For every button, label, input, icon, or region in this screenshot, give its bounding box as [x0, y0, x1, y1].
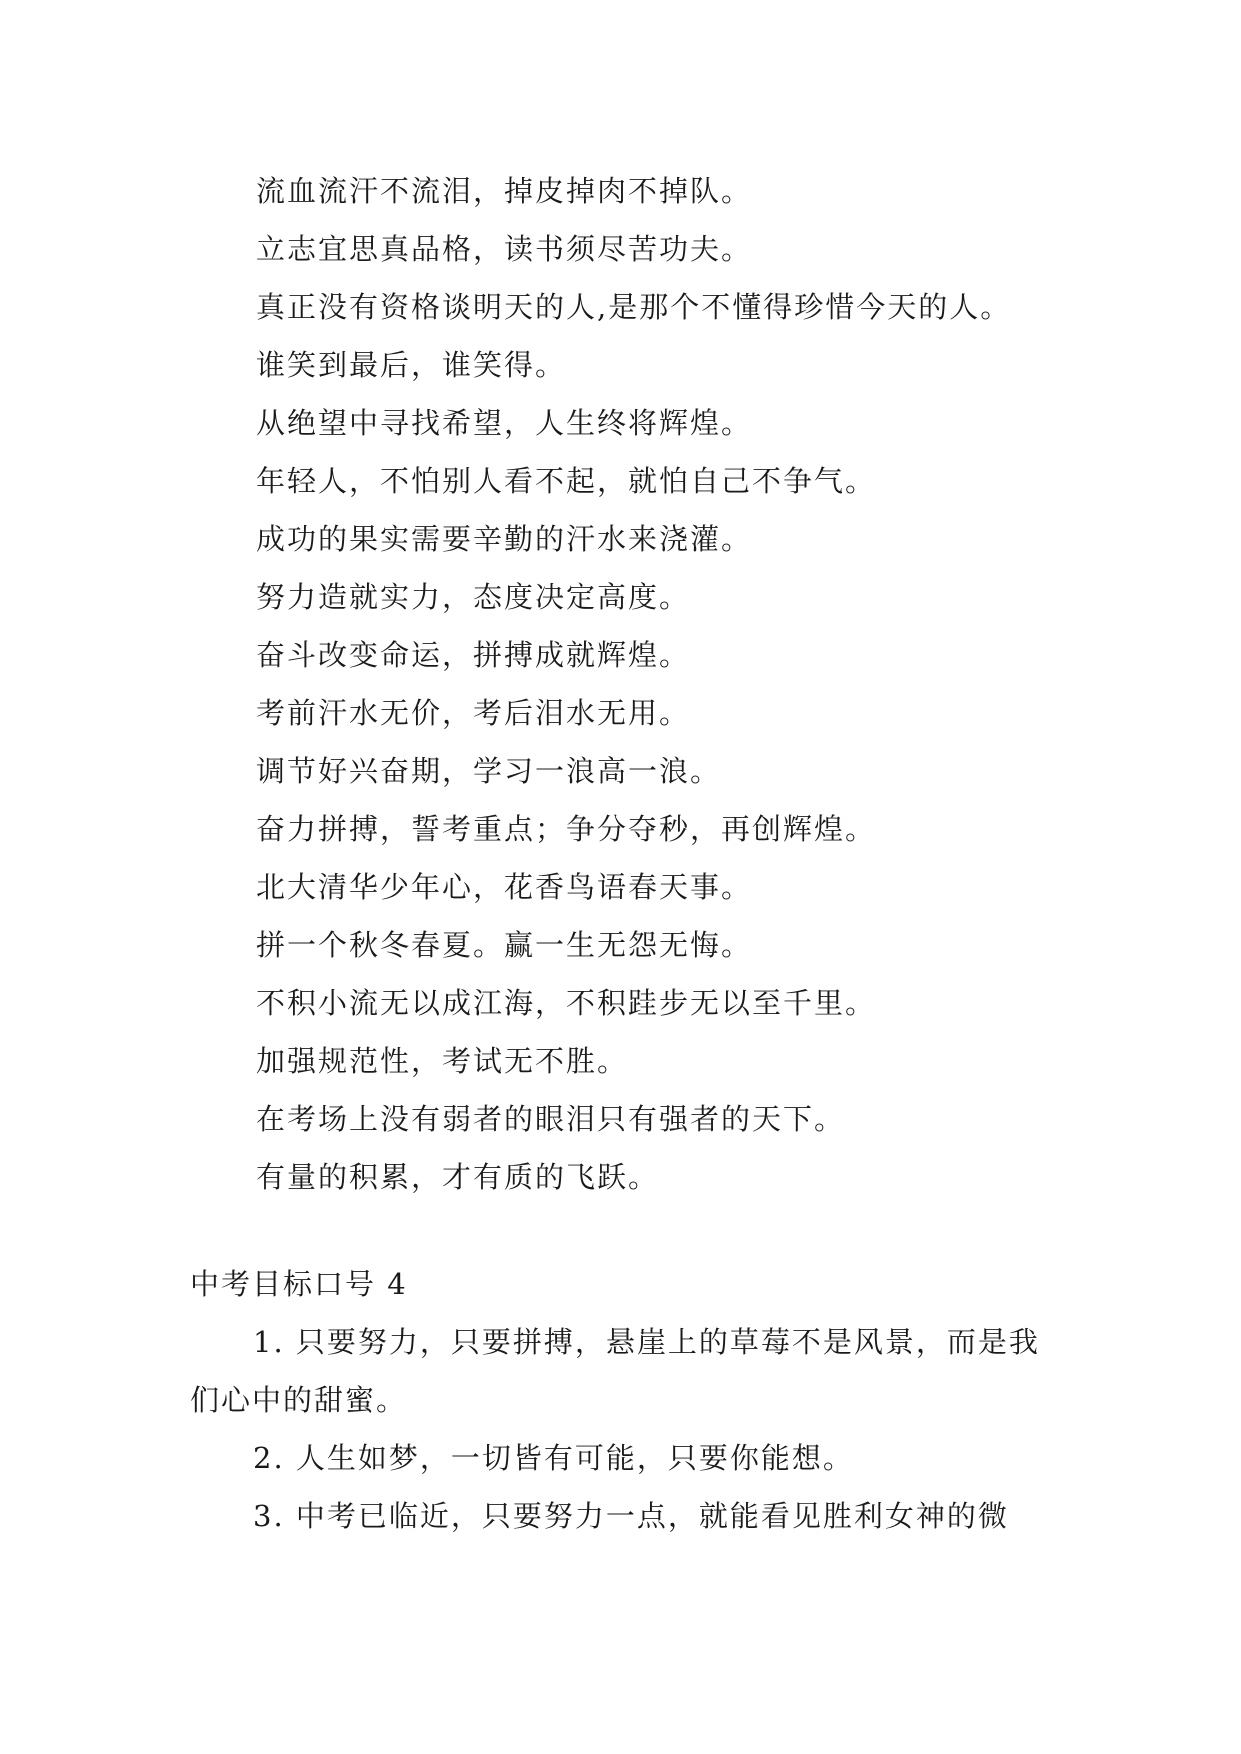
slogan-line: 努力造就实力，态度决定高度。: [256, 580, 691, 614]
slogan-line: 调节好兴奋期，学习一浪高一浪。: [256, 754, 722, 788]
slogan-line: 有量的积累，才有质的飞跃。: [256, 1160, 660, 1194]
slogan-line: 在考场上没有弱者的眼泪只有强者的天下。: [256, 1102, 846, 1136]
numbered-item: 3. 中考已临近，只要努力一点，就能看见胜利女神的微: [253, 1499, 1009, 1533]
slogan-line: 年轻人，不怕别人看不起，就怕自己不争气。: [256, 464, 877, 498]
slogan-line: 谁笑到最后，谁笑得。: [256, 348, 567, 382]
slogan-line: 真正没有资格谈明天的人,是那个不懂得珍惜今天的人。: [256, 290, 1012, 324]
numbered-item: 1. 只要努力，只要拼搏，悬崖上的草莓不是风景，而是我们心中的甜蜜。: [190, 1325, 1040, 1417]
slogan-line: 不积小流无以成江海，不积跬步无以至千里。: [256, 986, 877, 1020]
slogan-line: 考前汗水无价，考后泪水无用。: [256, 696, 691, 730]
section-heading: 中考目标口号 4: [190, 1267, 408, 1301]
slogan-line: 拼一个秋冬春夏。赢一生无怨无悔。: [256, 928, 753, 962]
slogan-line: 加强规范性，考试无不胜。: [256, 1044, 629, 1078]
numbered-slogan-list: [190, 1313, 1060, 1545]
slogan-line: 立志宜思真品格，读书须尽苦功夫。: [256, 232, 753, 266]
slogan-line: 奋力拼搏，誓考重点；争分夺秒，再创辉煌。: [256, 812, 877, 846]
slogan-list: [256, 162, 1156, 1206]
slogan-line: 成功的果实需要辛勤的汗水来浇灌。: [256, 522, 753, 556]
slogan-line: 北大清华少年心，花香鸟语春天事。: [256, 870, 753, 904]
numbered-item: 2. 人生如梦，一切皆有可能，只要你能想。: [253, 1441, 854, 1475]
slogan-line: 流血流汗不流泪，掉皮掉肉不掉队。: [256, 174, 753, 208]
slogan-line: 从绝望中寻找希望，人生终将辉煌。: [256, 406, 753, 440]
slogan-line: 奋斗改变命运，拼搏成就辉煌。: [256, 638, 691, 672]
